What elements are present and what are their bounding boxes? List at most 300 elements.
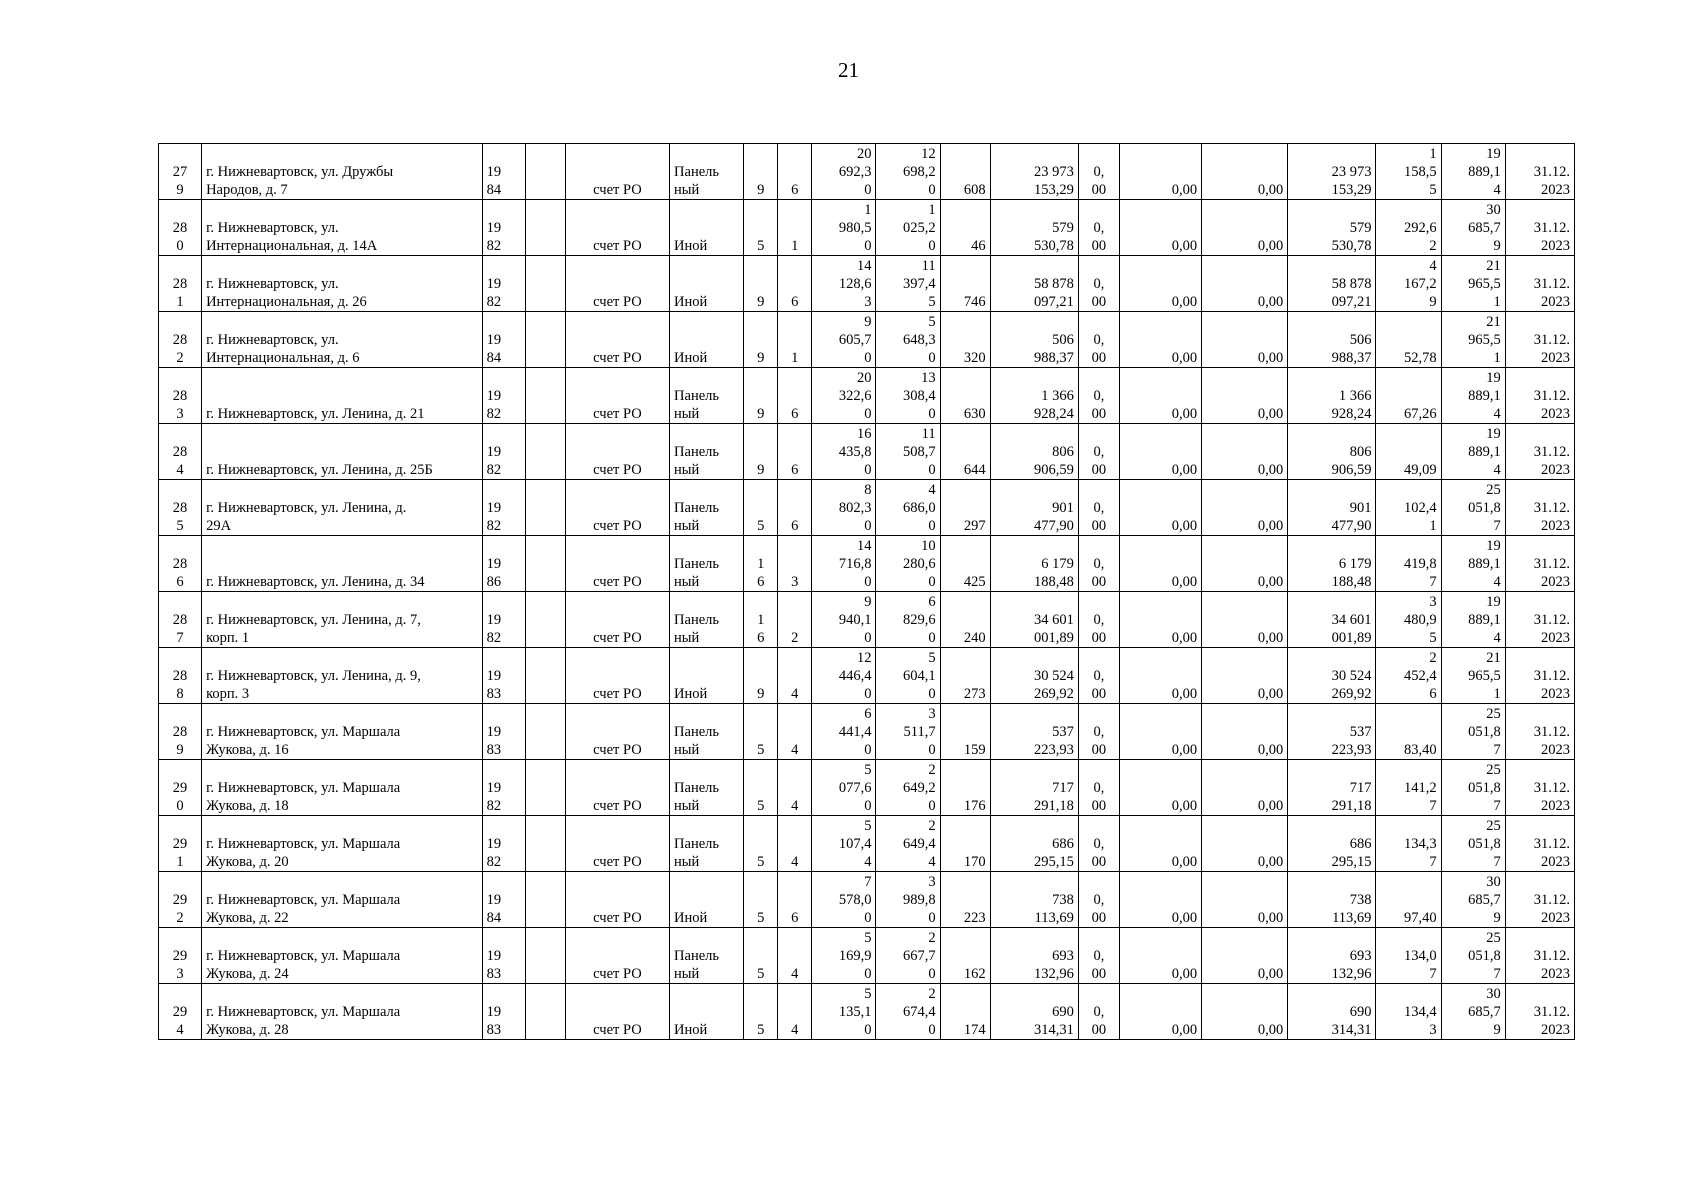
owner-funds-cell: 579 530,78 xyxy=(1288,200,1376,256)
cost-per-m2-cell: 292,6 2 xyxy=(1376,200,1441,256)
address-cell: г. Нижневартовск, ул. Ленина, д. 9, корп. 3 xyxy=(202,648,483,704)
owner-funds-cell: 23 973 153,29 xyxy=(1288,144,1376,200)
empty-cell xyxy=(525,816,565,872)
table-row xyxy=(159,368,1575,424)
wall-material-cell: Панель ный xyxy=(670,536,744,592)
total-cost-cell: 901 477,90 xyxy=(990,480,1078,536)
row-number: 28 3 xyxy=(159,368,202,424)
total-area-cell: 14 128,6 3 xyxy=(812,256,876,312)
deadline-cell: 31.12. 2023 xyxy=(1505,648,1574,704)
regional-funds-cell: 0,00 xyxy=(1119,704,1201,760)
empty-cell xyxy=(525,536,565,592)
row-number: 29 1 xyxy=(159,816,202,872)
empty-cell xyxy=(525,200,565,256)
municipal-funds-cell: 0,00 xyxy=(1202,368,1288,424)
cost-per-m2-cell: 134,4 3 xyxy=(1376,984,1441,1040)
living-area-cell: 12 698,2 0 xyxy=(876,144,940,200)
residents-cell: 162 xyxy=(940,928,990,984)
living-area-cell: 5 648,3 0 xyxy=(876,312,940,368)
total-cost-cell: 537 223,93 xyxy=(990,704,1078,760)
row-number: 28 5 xyxy=(159,480,202,536)
row-number: 28 2 xyxy=(159,312,202,368)
row-number: 28 7 xyxy=(159,592,202,648)
municipal-funds-cell: 0,00 xyxy=(1202,144,1288,200)
deadline-cell: 31.12. 2023 xyxy=(1505,200,1574,256)
wall-material-cell: Панель ный xyxy=(670,928,744,984)
regional-funds-cell: 0,00 xyxy=(1119,928,1201,984)
residents-cell: 240 xyxy=(940,592,990,648)
municipal-funds-cell: 0,00 xyxy=(1202,256,1288,312)
fund-method-cell: счет РО xyxy=(565,424,669,480)
municipal-funds-cell: 0,00 xyxy=(1202,760,1288,816)
floors-cell: 9 xyxy=(744,368,778,424)
wall-material-cell: Панель ный xyxy=(670,144,744,200)
wall-material-cell: Панель ный xyxy=(670,480,744,536)
total-cost-cell: 34 601 001,89 xyxy=(990,592,1078,648)
total-cost-cell: 23 973 153,29 xyxy=(990,144,1078,200)
cost-per-m2-cell: 134,3 7 xyxy=(1376,816,1441,872)
limit-per-m2-cell: 25 051,8 7 xyxy=(1441,480,1505,536)
total-cost-cell: 579 530,78 xyxy=(990,200,1078,256)
floors-cell: 9 xyxy=(744,312,778,368)
deadline-cell: 31.12. 2023 xyxy=(1505,256,1574,312)
total-area-cell: 5 077,6 0 xyxy=(812,760,876,816)
residents-cell: 170 xyxy=(940,816,990,872)
row-number: 28 1 xyxy=(159,256,202,312)
federal-funds-cell: 0, 00 xyxy=(1078,200,1119,256)
total-cost-cell: 6 179 188,48 xyxy=(990,536,1078,592)
total-area-cell: 9 940,1 0 xyxy=(812,592,876,648)
cost-per-m2-cell: 1 158,5 5 xyxy=(1376,144,1441,200)
entrances-cell: 4 xyxy=(778,648,812,704)
regional-funds-cell: 0,00 xyxy=(1119,816,1201,872)
municipal-funds-cell: 0,00 xyxy=(1202,704,1288,760)
limit-per-m2-cell: 25 051,8 7 xyxy=(1441,816,1505,872)
address-cell: г. Нижневартовск, ул. Ленина, д. 7, корп. 1 xyxy=(202,592,483,648)
year-cell: 19 83 xyxy=(482,928,525,984)
total-area-cell: 5 135,1 0 xyxy=(812,984,876,1040)
regional-funds-cell: 0,00 xyxy=(1119,368,1201,424)
owner-funds-cell: 537 223,93 xyxy=(1288,704,1376,760)
table-row xyxy=(159,256,1575,312)
entrances-cell: 4 xyxy=(778,704,812,760)
cost-per-m2-cell: 52,78 xyxy=(1376,312,1441,368)
limit-per-m2-cell: 21 965,5 1 xyxy=(1441,648,1505,704)
total-cost-cell: 30 524 269,92 xyxy=(990,648,1078,704)
empty-cell xyxy=(525,424,565,480)
wall-material-cell: Панель ный xyxy=(670,424,744,480)
total-area-cell: 1 980,5 0 xyxy=(812,200,876,256)
table-row xyxy=(159,704,1575,760)
limit-per-m2-cell: 25 051,8 7 xyxy=(1441,760,1505,816)
address-cell: г. Нижневартовск, ул. Ленина, д. 34 xyxy=(202,536,483,592)
fund-method-cell: счет РО xyxy=(565,648,669,704)
cost-per-m2-cell: 419,8 7 xyxy=(1376,536,1441,592)
total-cost-cell: 506 988,37 xyxy=(990,312,1078,368)
municipal-funds-cell: 0,00 xyxy=(1202,200,1288,256)
floors-cell: 5 xyxy=(744,704,778,760)
wall-material-cell: Иной xyxy=(670,984,744,1040)
table-row xyxy=(159,928,1575,984)
municipal-funds-cell: 0,00 xyxy=(1202,536,1288,592)
living-area-cell: 10 280,6 0 xyxy=(876,536,940,592)
federal-funds-cell: 0, 00 xyxy=(1078,760,1119,816)
limit-per-m2-cell: 30 685,7 9 xyxy=(1441,200,1505,256)
deadline-cell: 31.12. 2023 xyxy=(1505,760,1574,816)
limit-per-m2-cell: 21 965,5 1 xyxy=(1441,256,1505,312)
municipal-funds-cell: 0,00 xyxy=(1202,480,1288,536)
total-cost-cell: 690 314,31 xyxy=(990,984,1078,1040)
entrances-cell: 6 xyxy=(778,480,812,536)
address-cell: г. Нижневартовск, ул. Интернациональная, д. 6 xyxy=(202,312,483,368)
regional-funds-cell: 0,00 xyxy=(1119,648,1201,704)
deadline-cell: 31.12. 2023 xyxy=(1505,144,1574,200)
empty-cell xyxy=(525,760,565,816)
row-number: 29 4 xyxy=(159,984,202,1040)
entrances-cell: 2 xyxy=(778,592,812,648)
owner-funds-cell: 506 988,37 xyxy=(1288,312,1376,368)
fund-method-cell: счет РО xyxy=(565,592,669,648)
total-area-cell: 5 107,4 4 xyxy=(812,816,876,872)
wall-material-cell: Иной xyxy=(670,872,744,928)
empty-cell xyxy=(525,312,565,368)
empty-cell xyxy=(525,256,565,312)
municipal-funds-cell: 0,00 xyxy=(1202,312,1288,368)
federal-funds-cell: 0, 00 xyxy=(1078,984,1119,1040)
empty-cell xyxy=(525,144,565,200)
wall-material-cell: Панель ный xyxy=(670,760,744,816)
living-area-cell: 4 686,0 0 xyxy=(876,480,940,536)
living-area-cell: 2 649,4 4 xyxy=(876,816,940,872)
fund-method-cell: счет РО xyxy=(565,816,669,872)
owner-funds-cell: 690 314,31 xyxy=(1288,984,1376,1040)
address-cell: г. Нижневартовск, ул. Маршала Жукова, д. 20 xyxy=(202,816,483,872)
fund-method-cell: счет РО xyxy=(565,144,669,200)
regional-funds-cell: 0,00 xyxy=(1119,200,1201,256)
limit-per-m2-cell: 25 051,8 7 xyxy=(1441,928,1505,984)
fund-method-cell: счет РО xyxy=(565,256,669,312)
residents-cell: 223 xyxy=(940,872,990,928)
table-row xyxy=(159,424,1575,480)
floors-cell: 5 xyxy=(744,984,778,1040)
wall-material-cell: Иной xyxy=(670,312,744,368)
cost-per-m2-cell: 83,40 xyxy=(1376,704,1441,760)
living-area-cell: 13 308,4 0 xyxy=(876,368,940,424)
deadline-cell: 31.12. 2023 xyxy=(1505,312,1574,368)
living-area-cell: 2 649,2 0 xyxy=(876,760,940,816)
total-area-cell: 20 322,6 0 xyxy=(812,368,876,424)
owner-funds-cell: 806 906,59 xyxy=(1288,424,1376,480)
regional-funds-cell: 0,00 xyxy=(1119,984,1201,1040)
municipal-funds-cell: 0,00 xyxy=(1202,872,1288,928)
residents-cell: 176 xyxy=(940,760,990,816)
limit-per-m2-cell: 19 889,1 4 xyxy=(1441,424,1505,480)
row-number: 28 8 xyxy=(159,648,202,704)
empty-cell xyxy=(525,368,565,424)
year-cell: 19 82 xyxy=(482,592,525,648)
limit-per-m2-cell: 19 889,1 4 xyxy=(1441,368,1505,424)
total-area-cell: 7 578,0 0 xyxy=(812,872,876,928)
total-area-cell: 14 716,8 0 xyxy=(812,536,876,592)
year-cell: 19 83 xyxy=(482,984,525,1040)
table-row xyxy=(159,144,1575,200)
fund-method-cell: счет РО xyxy=(565,200,669,256)
row-number: 28 6 xyxy=(159,536,202,592)
year-cell: 19 82 xyxy=(482,480,525,536)
deadline-cell: 31.12. 2023 xyxy=(1505,704,1574,760)
living-area-cell: 5 604,1 0 xyxy=(876,648,940,704)
address-cell: г. Нижневартовск, ул. Маршала Жукова, д. 16 xyxy=(202,704,483,760)
federal-funds-cell: 0, 00 xyxy=(1078,368,1119,424)
limit-per-m2-cell: 19 889,1 4 xyxy=(1441,592,1505,648)
address-cell: г. Нижневартовск, ул. Маршала Жукова, д. 28 xyxy=(202,984,483,1040)
owner-funds-cell: 58 878 097,21 xyxy=(1288,256,1376,312)
owner-funds-cell: 717 291,18 xyxy=(1288,760,1376,816)
year-cell: 19 82 xyxy=(482,760,525,816)
table-row xyxy=(159,312,1575,368)
entrances-cell: 1 xyxy=(778,200,812,256)
total-area-cell: 16 435,8 0 xyxy=(812,424,876,480)
empty-cell xyxy=(525,648,565,704)
entrances-cell: 6 xyxy=(778,872,812,928)
table-row xyxy=(159,872,1575,928)
floors-cell: 1 6 xyxy=(744,536,778,592)
empty-cell xyxy=(525,592,565,648)
table-row xyxy=(159,648,1575,704)
regional-funds-cell: 0,00 xyxy=(1119,424,1201,480)
residents-cell: 746 xyxy=(940,256,990,312)
floors-cell: 9 xyxy=(744,256,778,312)
deadline-cell: 31.12. 2023 xyxy=(1505,424,1574,480)
row-number: 27 9 xyxy=(159,144,202,200)
entrances-cell: 3 xyxy=(778,536,812,592)
living-area-cell: 6 829,6 0 xyxy=(876,592,940,648)
address-cell: г. Нижневартовск, ул. Ленина, д. 25Б xyxy=(202,424,483,480)
living-area-cell: 11 397,4 5 xyxy=(876,256,940,312)
cost-per-m2-cell: 141,2 7 xyxy=(1376,760,1441,816)
wall-material-cell: Панель ный xyxy=(670,368,744,424)
empty-cell xyxy=(525,984,565,1040)
row-number: 29 0 xyxy=(159,760,202,816)
deadline-cell: 31.12. 2023 xyxy=(1505,592,1574,648)
total-cost-cell: 693 132,96 xyxy=(990,928,1078,984)
floors-cell: 9 xyxy=(744,648,778,704)
federal-funds-cell: 0, 00 xyxy=(1078,816,1119,872)
year-cell: 19 84 xyxy=(482,872,525,928)
total-area-cell: 8 802,3 0 xyxy=(812,480,876,536)
total-cost-cell: 58 878 097,21 xyxy=(990,256,1078,312)
year-cell: 19 82 xyxy=(482,816,525,872)
federal-funds-cell: 0, 00 xyxy=(1078,648,1119,704)
total-cost-cell: 686 295,15 xyxy=(990,816,1078,872)
year-cell: 19 83 xyxy=(482,704,525,760)
federal-funds-cell: 0, 00 xyxy=(1078,480,1119,536)
municipal-funds-cell: 0,00 xyxy=(1202,592,1288,648)
total-area-cell: 9 605,7 0 xyxy=(812,312,876,368)
table-row xyxy=(159,592,1575,648)
row-number: 29 3 xyxy=(159,928,202,984)
year-cell: 19 82 xyxy=(482,368,525,424)
table-body xyxy=(159,144,1575,1040)
regional-funds-cell: 0,00 xyxy=(1119,480,1201,536)
owner-funds-cell: 738 113,69 xyxy=(1288,872,1376,928)
cost-per-m2-cell: 134,0 7 xyxy=(1376,928,1441,984)
residents-cell: 320 xyxy=(940,312,990,368)
year-cell: 19 82 xyxy=(482,256,525,312)
federal-funds-cell: 0, 00 xyxy=(1078,312,1119,368)
owner-funds-cell: 686 295,15 xyxy=(1288,816,1376,872)
year-cell: 19 86 xyxy=(482,536,525,592)
total-area-cell: 5 169,9 0 xyxy=(812,928,876,984)
deadline-cell: 31.12. 2023 xyxy=(1505,816,1574,872)
owner-funds-cell: 34 601 001,89 xyxy=(1288,592,1376,648)
wall-material-cell: Панель ный xyxy=(670,704,744,760)
total-cost-cell: 717 291,18 xyxy=(990,760,1078,816)
deadline-cell: 31.12. 2023 xyxy=(1505,928,1574,984)
entrances-cell: 4 xyxy=(778,928,812,984)
living-area-cell: 3 511,7 0 xyxy=(876,704,940,760)
deadline-cell: 31.12. 2023 xyxy=(1505,872,1574,928)
living-area-cell: 2 667,7 0 xyxy=(876,928,940,984)
cost-per-m2-cell: 102,4 1 xyxy=(1376,480,1441,536)
limit-per-m2-cell: 25 051,8 7 xyxy=(1441,704,1505,760)
deadline-cell: 31.12. 2023 xyxy=(1505,984,1574,1040)
entrances-cell: 4 xyxy=(778,760,812,816)
floors-cell: 5 xyxy=(744,872,778,928)
owner-funds-cell: 6 179 188,48 xyxy=(1288,536,1376,592)
federal-funds-cell: 0, 00 xyxy=(1078,704,1119,760)
residents-cell: 174 xyxy=(940,984,990,1040)
row-number: 28 0 xyxy=(159,200,202,256)
table-row xyxy=(159,816,1575,872)
living-area-cell: 3 989,8 0 xyxy=(876,872,940,928)
floors-cell: 9 xyxy=(744,424,778,480)
repair-program-table xyxy=(158,143,1575,1040)
entrances-cell: 6 xyxy=(778,256,812,312)
entrances-cell: 1 xyxy=(778,312,812,368)
regional-funds-cell: 0,00 xyxy=(1119,536,1201,592)
total-cost-cell: 806 906,59 xyxy=(990,424,1078,480)
address-cell: г. Нижневартовск, ул. Маршала Жукова, д. 18 xyxy=(202,760,483,816)
owner-funds-cell: 1 366 928,24 xyxy=(1288,368,1376,424)
entrances-cell: 4 xyxy=(778,816,812,872)
wall-material-cell: Панель ный xyxy=(670,816,744,872)
regional-funds-cell: 0,00 xyxy=(1119,760,1201,816)
row-number: 28 4 xyxy=(159,424,202,480)
floors-cell: 5 xyxy=(744,760,778,816)
floors-cell: 1 6 xyxy=(744,592,778,648)
residents-cell: 608 xyxy=(940,144,990,200)
address-cell: г. Нижневартовск, ул. Ленина, д. 29А xyxy=(202,480,483,536)
federal-funds-cell: 0, 00 xyxy=(1078,536,1119,592)
living-area-cell: 11 508,7 0 xyxy=(876,424,940,480)
row-number: 29 2 xyxy=(159,872,202,928)
cost-per-m2-cell: 67,26 xyxy=(1376,368,1441,424)
residents-cell: 425 xyxy=(940,536,990,592)
federal-funds-cell: 0, 00 xyxy=(1078,928,1119,984)
residents-cell: 46 xyxy=(940,200,990,256)
regional-funds-cell: 0,00 xyxy=(1119,256,1201,312)
regional-funds-cell: 0,00 xyxy=(1119,144,1201,200)
total-area-cell: 12 446,4 0 xyxy=(812,648,876,704)
page-number: 21 xyxy=(838,58,859,82)
residents-cell: 297 xyxy=(940,480,990,536)
empty-cell xyxy=(525,872,565,928)
federal-funds-cell: 0, 00 xyxy=(1078,872,1119,928)
municipal-funds-cell: 0,00 xyxy=(1202,648,1288,704)
total-cost-cell: 738 113,69 xyxy=(990,872,1078,928)
table-row xyxy=(159,984,1575,1040)
residents-cell: 630 xyxy=(940,368,990,424)
table-row xyxy=(159,536,1575,592)
row-number: 28 9 xyxy=(159,704,202,760)
fund-method-cell: счет РО xyxy=(565,368,669,424)
limit-per-m2-cell: 19 889,1 4 xyxy=(1441,536,1505,592)
cost-per-m2-cell: 4 167,2 9 xyxy=(1376,256,1441,312)
limit-per-m2-cell: 21 965,5 1 xyxy=(1441,312,1505,368)
federal-funds-cell: 0, 00 xyxy=(1078,144,1119,200)
fund-method-cell: счет РО xyxy=(565,536,669,592)
address-cell: г. Нижневартовск, ул. Маршала Жукова, д. 24 xyxy=(202,928,483,984)
municipal-funds-cell: 0,00 xyxy=(1202,424,1288,480)
deadline-cell: 31.12. 2023 xyxy=(1505,368,1574,424)
fund-method-cell: счет РО xyxy=(565,872,669,928)
entrances-cell: 4 xyxy=(778,984,812,1040)
wall-material-cell: Панель ный xyxy=(670,592,744,648)
municipal-funds-cell: 0,00 xyxy=(1202,816,1288,872)
fund-method-cell: счет РО xyxy=(565,312,669,368)
table-row xyxy=(159,480,1575,536)
address-cell: г. Нижневартовск, ул. Дружбы Народов, д. 7 xyxy=(202,144,483,200)
fund-method-cell: счет РО xyxy=(565,480,669,536)
floors-cell: 5 xyxy=(744,816,778,872)
wall-material-cell: Иной xyxy=(670,648,744,704)
owner-funds-cell: 30 524 269,92 xyxy=(1288,648,1376,704)
owner-funds-cell: 693 132,96 xyxy=(1288,928,1376,984)
entrances-cell: 6 xyxy=(778,368,812,424)
residents-cell: 273 xyxy=(940,648,990,704)
regional-funds-cell: 0,00 xyxy=(1119,872,1201,928)
cost-per-m2-cell: 3 480,9 5 xyxy=(1376,592,1441,648)
year-cell: 19 83 xyxy=(482,648,525,704)
deadline-cell: 31.12. 2023 xyxy=(1505,480,1574,536)
fund-method-cell: счет РО xyxy=(565,984,669,1040)
cost-per-m2-cell: 49,09 xyxy=(1376,424,1441,480)
empty-cell xyxy=(525,928,565,984)
owner-funds-cell: 901 477,90 xyxy=(1288,480,1376,536)
total-cost-cell: 1 366 928,24 xyxy=(990,368,1078,424)
floors-cell: 5 xyxy=(744,480,778,536)
address-cell: г. Нижневартовск, ул. Маршала Жукова, д. 22 xyxy=(202,872,483,928)
floors-cell: 5 xyxy=(744,200,778,256)
limit-per-m2-cell: 30 685,7 9 xyxy=(1441,872,1505,928)
limit-per-m2-cell: 30 685,7 9 xyxy=(1441,984,1505,1040)
federal-funds-cell: 0, 00 xyxy=(1078,424,1119,480)
federal-funds-cell: 0, 00 xyxy=(1078,592,1119,648)
fund-method-cell: счет РО xyxy=(565,704,669,760)
entrances-cell: 6 xyxy=(778,424,812,480)
cost-per-m2-cell: 97,40 xyxy=(1376,872,1441,928)
residents-cell: 644 xyxy=(940,424,990,480)
total-area-cell: 6 441,4 0 xyxy=(812,704,876,760)
address-cell: г. Нижневартовск, ул. Ленина, д. 21 xyxy=(202,368,483,424)
municipal-funds-cell: 0,00 xyxy=(1202,928,1288,984)
cost-per-m2-cell: 2 452,4 6 xyxy=(1376,648,1441,704)
limit-per-m2-cell: 19 889,1 4 xyxy=(1441,144,1505,200)
entrances-cell: 6 xyxy=(778,144,812,200)
table-row xyxy=(159,760,1575,816)
deadline-cell: 31.12. 2023 xyxy=(1505,536,1574,592)
